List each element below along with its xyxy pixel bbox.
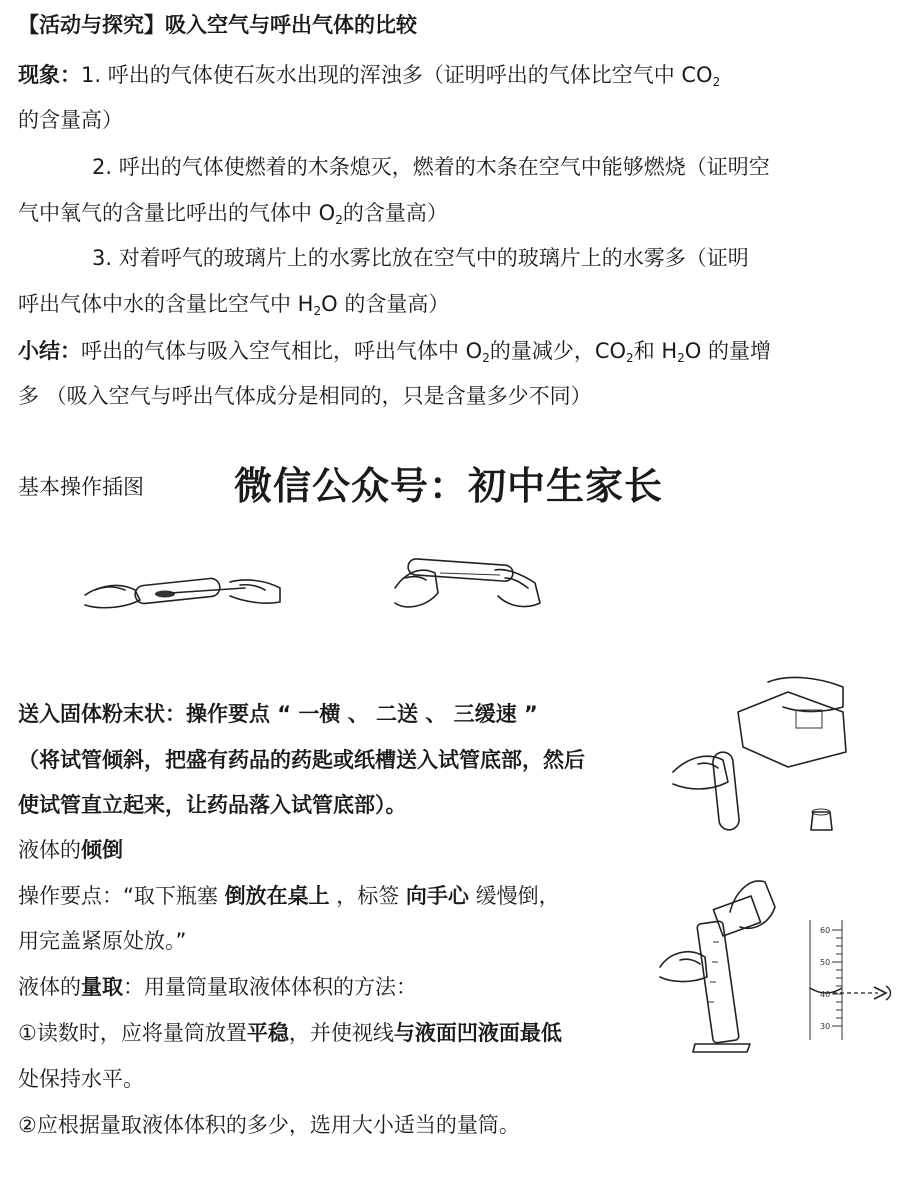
- pour-line1-a: 操作要点：“取下瓶塞: [18, 884, 225, 908]
- phenomenon-item2-line-1: 2. 呼出的气体使燃着的木条熄灭，燃着的木条在空气中能够燃烧（证明空: [92, 155, 770, 179]
- scale-label-30: 30: [820, 1022, 831, 1031]
- summary-text-a: 呼出的气体与吸入空气相比，呼出气体中 O: [81, 339, 483, 363]
- summary-text-c: 和 H: [633, 339, 678, 363]
- scale-label-60: 60: [820, 926, 831, 935]
- pour-title-b: 倾倒: [81, 838, 123, 862]
- summary-line-1: [18, 336, 771, 373]
- powder-line-1: [18, 699, 538, 729]
- scale-ticks: [832, 930, 842, 1026]
- measure-item1-line-1: [18, 1018, 562, 1048]
- phenomenon-item3-line-2: [18, 289, 449, 326]
- summary-text-d: O 的量增: [684, 339, 772, 363]
- summary-label: 小结：: [18, 339, 81, 363]
- phenomenon-item1-text: 1. 呼出的气体使石灰水出现的浑浊多（证明呼出的气体比空气中 CO: [81, 63, 713, 87]
- cylinder-reading-figure: [800, 918, 895, 1043]
- pour-title-a: 液体的: [18, 838, 81, 862]
- pouring-cylinder-figure: [655, 872, 785, 1057]
- basic-ops-label: 基本操作插图: [18, 475, 144, 499]
- powder-label: 送入固体粉末状：: [18, 702, 186, 726]
- phenomenon-line-2: 的含量高）: [18, 108, 123, 132]
- pour-line-1: [18, 881, 560, 911]
- pour-title: [18, 835, 123, 865]
- pour-line1-c: ，标签: [329, 884, 406, 908]
- measure-item1-b: 平稳: [246, 1021, 289, 1045]
- measure-item1-d: 与液面凹液面最低: [393, 1021, 562, 1045]
- measure-title-c: ：用量筒量取液体体积的方法：: [123, 975, 417, 999]
- powder-line-3: 使试管直立起来，让药品落入试管底部）。: [18, 793, 407, 817]
- measure-title-b: 量取: [81, 975, 123, 999]
- summary-text-b: 的量减少，CO: [489, 339, 627, 363]
- powder-line-2: （将试管倾斜，把盛有药品的药匙或纸槽送入试管底部，然后: [18, 748, 585, 772]
- pour-line1-b: 倒放在桌上: [224, 884, 330, 908]
- pour-line1-e: 缓慢倒，: [468, 884, 560, 908]
- phenomenon-line-1: [18, 60, 720, 97]
- summary-sub-3: 2: [677, 351, 685, 365]
- phenomenon-item3-end: O 的含量高）: [321, 292, 450, 316]
- scale-label-50: 50: [820, 958, 831, 967]
- phenomenon-item1-sub: 2: [712, 75, 721, 89]
- measure-item1-a: ①读数时，应将量筒放置: [18, 1021, 247, 1045]
- watermark-text: 微信公众号：初中生家长: [234, 464, 664, 508]
- phenomenon-item3-line-1: 3. 对着呼气的玻璃片上的水雾比放在空气中的玻璃片上的水雾多（证明: [92, 246, 749, 270]
- powder-text: 操作要点 “ 一横 、 二送 、 三缓速 ”: [186, 702, 538, 726]
- summary-line-2: 多 （吸入空气与呼出气体成分是相同的，只是含量多少不同）: [18, 384, 592, 408]
- pouring-test-tube-figure: [668, 672, 863, 832]
- phenomenon-label: 现象：: [18, 63, 81, 87]
- measure-item2: ②应根据量取液体体积的多少，选用大小适当的量筒。: [18, 1113, 520, 1137]
- summary-sub-1: 2: [482, 351, 490, 365]
- powder-spoon-figure: [80, 560, 290, 630]
- phenomenon-item2-line-2: [18, 198, 448, 235]
- summary-sub-2: 2: [626, 351, 634, 365]
- phenomenon-item3-text: 呼出气体中水的含量比空气中 H: [18, 292, 314, 316]
- section-title: 【活动与探究】吸入空气与呼出气体的比较: [18, 13, 417, 37]
- phenomenon-item2-end: 的含量高）: [342, 201, 448, 225]
- scale-label-40: 40: [820, 990, 831, 999]
- phenomenon-item3-sub: 2: [313, 304, 322, 318]
- powder-trough-figure: [390, 548, 550, 628]
- measure-title-a: 液体的: [18, 975, 81, 999]
- pour-line1-d: 向手心: [405, 884, 469, 908]
- measure-title: [18, 972, 417, 1002]
- pour-line-2: 用完盖紧原处放。”: [18, 929, 187, 953]
- phenomenon-item2-sub: 2: [335, 213, 343, 227]
- phenomenon-item2-text: 气中氧气的含量比呼出的气体中 O: [18, 201, 336, 225]
- measure-item1-line-2: 处保持水平。: [18, 1067, 144, 1091]
- measure-item1-c: ，并使视线: [288, 1021, 394, 1045]
